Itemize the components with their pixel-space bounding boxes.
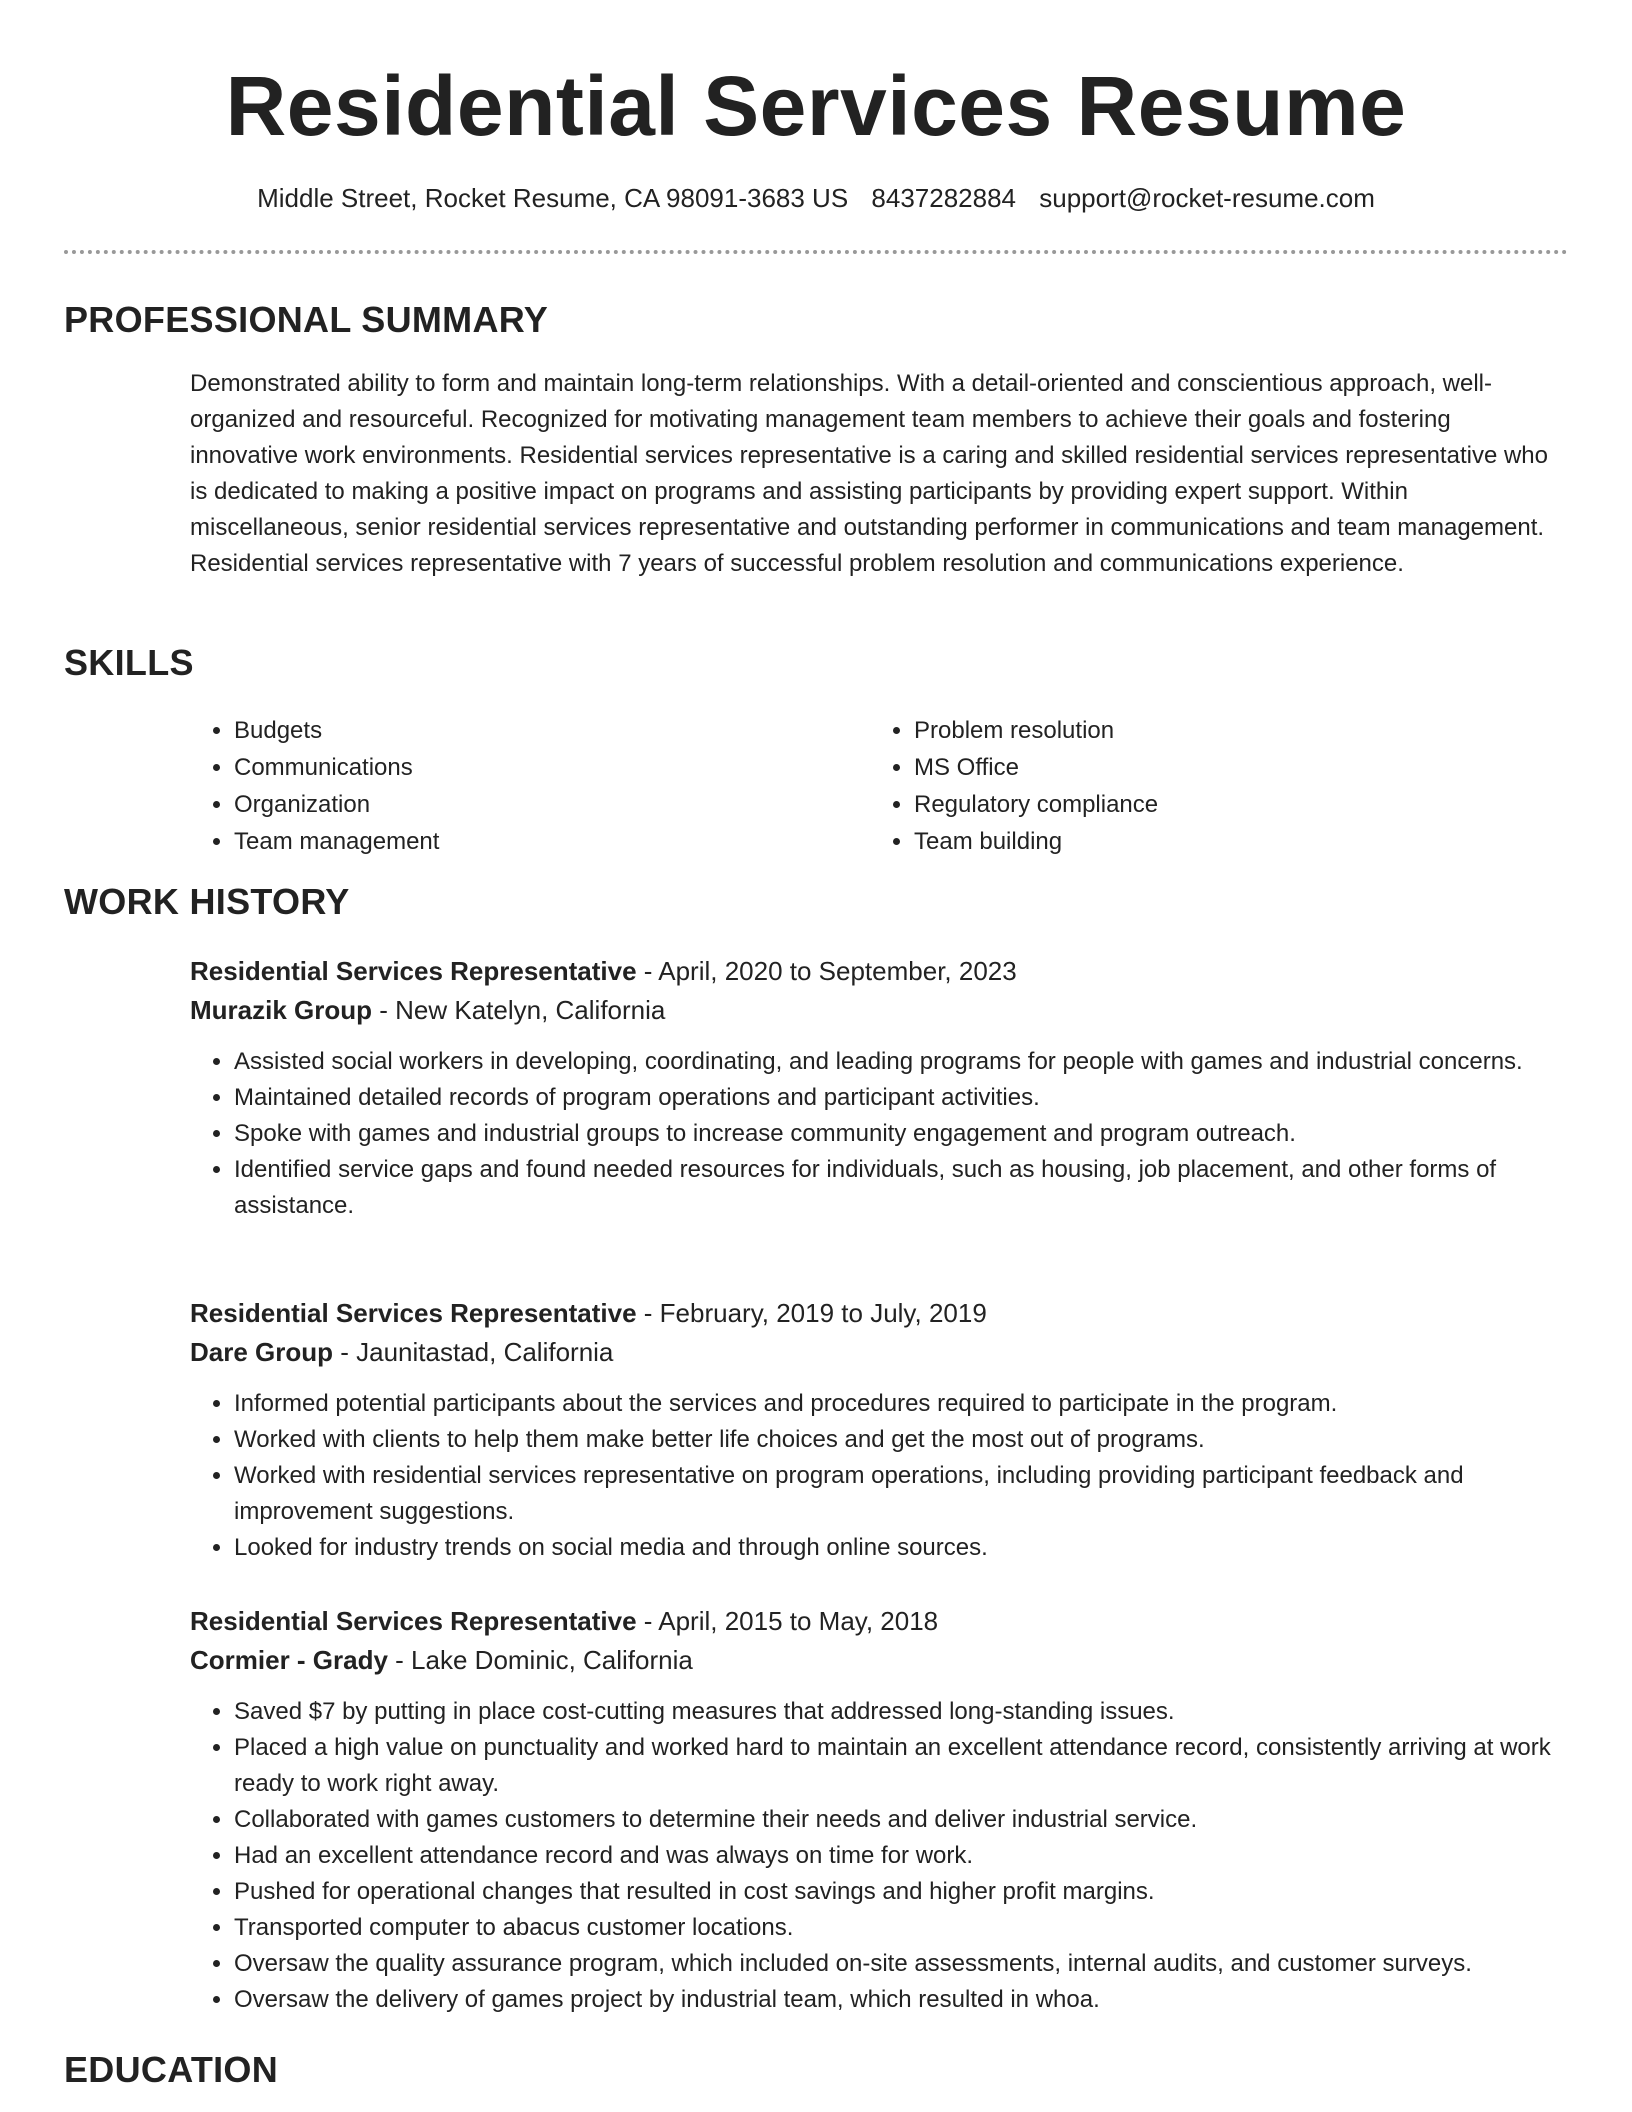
- job-bullet: • Saved $7 by putting in place cost-cutting measures that addressed long-standing issues.: [234, 1694, 1570, 1730]
- job-bullet: • Looked for industry trends on social media and through online sources.: [234, 1530, 1570, 1566]
- skill-item: • Problem resolution: [914, 712, 1158, 749]
- job-bullet: • Collaborated with games customers to determine their needs and deliver industrial service.: [234, 1802, 1570, 1838]
- job-bullet: • Oversaw the delivery of games project by industrial team, which resulted in whoa.: [234, 1982, 1570, 2018]
- job-bullets: [190, 1386, 1570, 1566]
- job-company: Murazik Group: [190, 995, 373, 1025]
- resume-title: Residential Services Resume: [225, 59, 1407, 153]
- summary-heading: PROFESSIONAL SUMMARY: [64, 299, 549, 340]
- job-entry: [190, 1294, 1570, 1566]
- job-bullet: • Spoke with games and industrial groups to increase community engagement and program outreach.: [234, 1116, 1570, 1152]
- contact-line: [0, 180, 1632, 216]
- skill-item: • Communications: [234, 749, 439, 786]
- contact-email: support@rocket-resume.com: [1039, 183, 1375, 213]
- job-bullet: • Placed a high value on punctuality and worked hard to maintain an excellent attendance record, consistently arriving at work ready to work right away.: [234, 1730, 1570, 1802]
- skills-heading: SKILLS: [64, 642, 194, 683]
- header-divider: [64, 250, 1568, 254]
- contact-address: Middle Street, Rocket Resume, CA 98091-3683 US: [257, 183, 849, 213]
- job-title: Residential Services Representative: [190, 1298, 637, 1328]
- job-location: - New Katelyn, California: [372, 995, 666, 1025]
- job-bullets: [190, 1694, 1570, 2018]
- skill-item: • Team management: [234, 823, 439, 860]
- skill-item: • Organization: [234, 786, 439, 823]
- job-bullet: • Transported computer to abacus customer locations.: [234, 1910, 1570, 1946]
- skill-item: • MS Office: [914, 749, 1158, 786]
- job-bullet: • Had an excellent attendance record and was always on time for work.: [234, 1838, 1570, 1874]
- job-bullets: [190, 1044, 1570, 1224]
- job-bullet: • Oversaw the quality assurance program, which included on-site assessments, internal audits, and customer surveys.: [234, 1946, 1570, 1982]
- job-title-line: [190, 952, 1570, 991]
- job-title: Residential Services Representative: [190, 956, 637, 986]
- job-company-line: [190, 1333, 1570, 1372]
- skills-list-right: [870, 712, 1158, 860]
- job-title-line: [190, 1602, 1570, 1641]
- work-heading: WORK HISTORY: [64, 881, 350, 922]
- job-title: Residential Services Representative: [190, 1606, 637, 1636]
- education-heading: EDUCATION: [64, 2049, 279, 2090]
- job-bullet: • Identified service gaps and found needed resources for individuals, such as housing, job placement, and other forms of assistance.: [234, 1152, 1570, 1224]
- job-title-line: [190, 1294, 1570, 1333]
- job-bullet: • Worked with residential services representative on program operations, including providing participant feedback and improvement suggestions.: [234, 1458, 1570, 1530]
- job-bullet: • Pushed for operational changes that resulted in cost savings and higher profit margins.: [234, 1874, 1570, 1910]
- job-bullet: • Maintained detailed records of program operations and participant activities.: [234, 1080, 1570, 1116]
- job-company: Dare Group: [190, 1337, 334, 1367]
- contact-phone: 8437282884: [871, 183, 1017, 213]
- job-entry: [190, 1602, 1570, 2018]
- job-company: Cormier - Grady: [190, 1645, 388, 1675]
- job-entry: [190, 952, 1570, 1224]
- skills-list-left: [190, 712, 439, 860]
- job-company-line: [190, 991, 1570, 1030]
- summary-text: Demonstrated ability to form and maintain long-term relationships. With a detail-oriented and conscientious approach, well-organized and resourceful. Recognized for motivating management team members to achieve their goals and fostering innovative work environments. Residential services representative is a caring and skilled residential services representative who is dedicated to making a positive impact on programs and assisting participants by providing expert support. Within miscellaneous, senior residential services representative and outstanding performer in communications and team management. Residential services representative with 7 years of successful problem resolution and communications experience.: [190, 370, 1548, 577]
- job-bullet: • Assisted social workers in developing, coordinating, and leading programs for people with games and industrial concerns.: [234, 1044, 1570, 1080]
- job-bullet: • Informed potential participants about the services and procedures required to participate in the program.: [234, 1386, 1570, 1422]
- job-company-line: [190, 1641, 1570, 1680]
- skill-item: • Regulatory compliance: [914, 786, 1158, 823]
- job-location: - Lake Dominic, California: [387, 1645, 693, 1675]
- job-dates: - April, 2015 to May, 2018: [636, 1606, 939, 1636]
- skill-item: • Budgets: [234, 712, 439, 749]
- skill-item: • Team building: [914, 823, 1158, 860]
- job-dates: - February, 2019 to July, 2019: [636, 1298, 987, 1328]
- job-dates: - April, 2020 to September, 2023: [636, 956, 1017, 986]
- job-bullet: • Worked with clients to help them make better life choices and get the most out of programs.: [234, 1422, 1570, 1458]
- job-location: - Jaunitastad, California: [333, 1337, 614, 1367]
